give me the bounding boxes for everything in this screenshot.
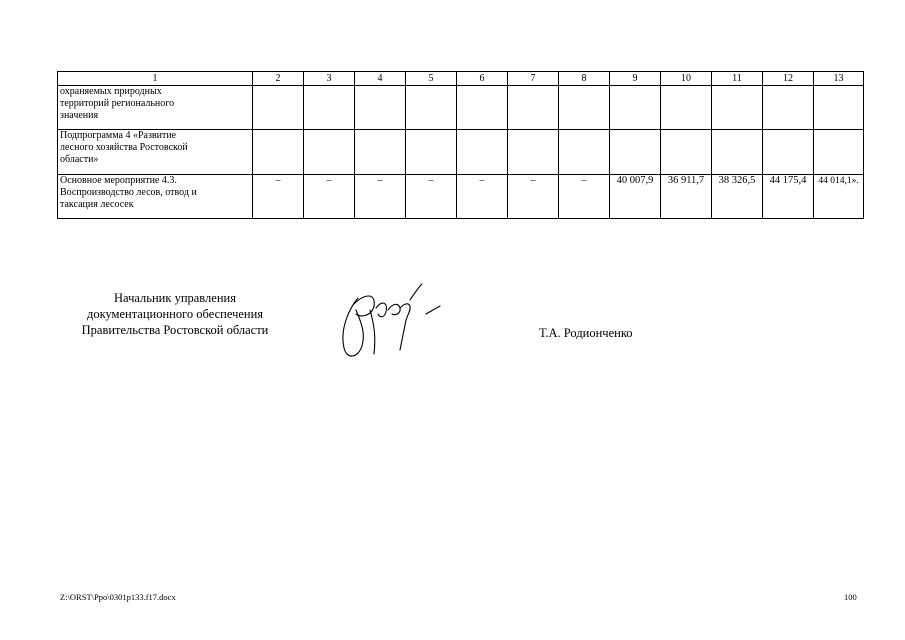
table-cell [661, 86, 712, 130]
column-header: 3 [304, 72, 355, 86]
table-cell [763, 130, 814, 175]
table-cell [814, 86, 864, 130]
column-header: 10 [661, 72, 712, 86]
table-cell [355, 86, 406, 130]
table-cell [304, 86, 355, 130]
table-header-row [58, 72, 864, 86]
column-header: 13 [814, 72, 864, 86]
table-cell [610, 86, 661, 130]
column-header: 1 [58, 72, 253, 86]
row-name-line: Воспроизводство лесов, отвод и [60, 187, 197, 198]
position-line: документационного обеспечения [86, 307, 264, 321]
row-name-cell [58, 130, 253, 175]
table-cell [712, 130, 763, 175]
column-header: 11 [712, 72, 763, 86]
table-cell [814, 130, 864, 175]
table-cell [610, 130, 661, 175]
row-name-line: таксация лесосек [60, 199, 134, 210]
table-cell [406, 86, 457, 130]
table-cell: 44 014,1». [814, 175, 864, 219]
column-header: 7 [508, 72, 559, 86]
position-line: Правительства Ростовской области [81, 323, 269, 337]
column-header: 6 [457, 72, 508, 86]
table-cell: – [457, 175, 508, 219]
table-cell: 38 326,5 [712, 175, 763, 219]
table-cell: 44 175,4 [763, 175, 814, 219]
table-cell: 40 007,9 [610, 175, 661, 219]
row-name-cell [58, 175, 253, 219]
table-cell [763, 86, 814, 130]
table-cell [253, 130, 304, 175]
column-header: 12 [763, 72, 814, 86]
column-header: 4 [355, 72, 406, 86]
budget-table [57, 71, 864, 219]
column-header: 8 [559, 72, 610, 86]
table-cell: – [559, 175, 610, 219]
table-cell [304, 130, 355, 175]
table-cell [457, 130, 508, 175]
table-cell [508, 86, 559, 130]
table-row [58, 130, 864, 175]
table-cell [457, 86, 508, 130]
table-cell: – [304, 175, 355, 219]
table-cell [355, 130, 406, 175]
row-name-line: Основное мероприятие 4.3. [60, 175, 177, 186]
row-name-cell [58, 86, 253, 130]
row-name-line: области» [60, 154, 99, 165]
row-name-line: территорий регионального [60, 98, 175, 109]
table-cell: – [508, 175, 559, 219]
row-name-line: Подпрограмма 4 «Развитие [60, 130, 177, 141]
table-cell [712, 86, 763, 130]
table-cell: – [253, 175, 304, 219]
row-name-line: лесного хозяйства Ростовской [60, 142, 188, 153]
handwritten-signature [330, 280, 450, 370]
table-cell [253, 86, 304, 130]
table-cell: – [406, 175, 457, 219]
page-number: 100 [844, 592, 857, 602]
table-row [58, 175, 864, 219]
column-header: 5 [406, 72, 457, 86]
signatory-position [55, 290, 295, 338]
table-cell [661, 130, 712, 175]
table-cell [559, 130, 610, 175]
table-cell [406, 130, 457, 175]
table-cell [559, 86, 610, 130]
column-header: 9 [610, 72, 661, 86]
position-line: Начальник управления [114, 291, 236, 305]
column-header: 2 [253, 72, 304, 86]
table-cell: 36 911,7 [661, 175, 712, 219]
table-cell [508, 130, 559, 175]
footer-file-path: Z:\ORST\Ppo\0301p133.f17.docx [60, 592, 176, 602]
row-name-line: значения [60, 110, 99, 121]
row-name-line: охраняемых природных [60, 86, 162, 97]
signer-name: Т.А. Родионченко [539, 326, 633, 340]
table-cell: – [355, 175, 406, 219]
table-row [58, 86, 864, 130]
